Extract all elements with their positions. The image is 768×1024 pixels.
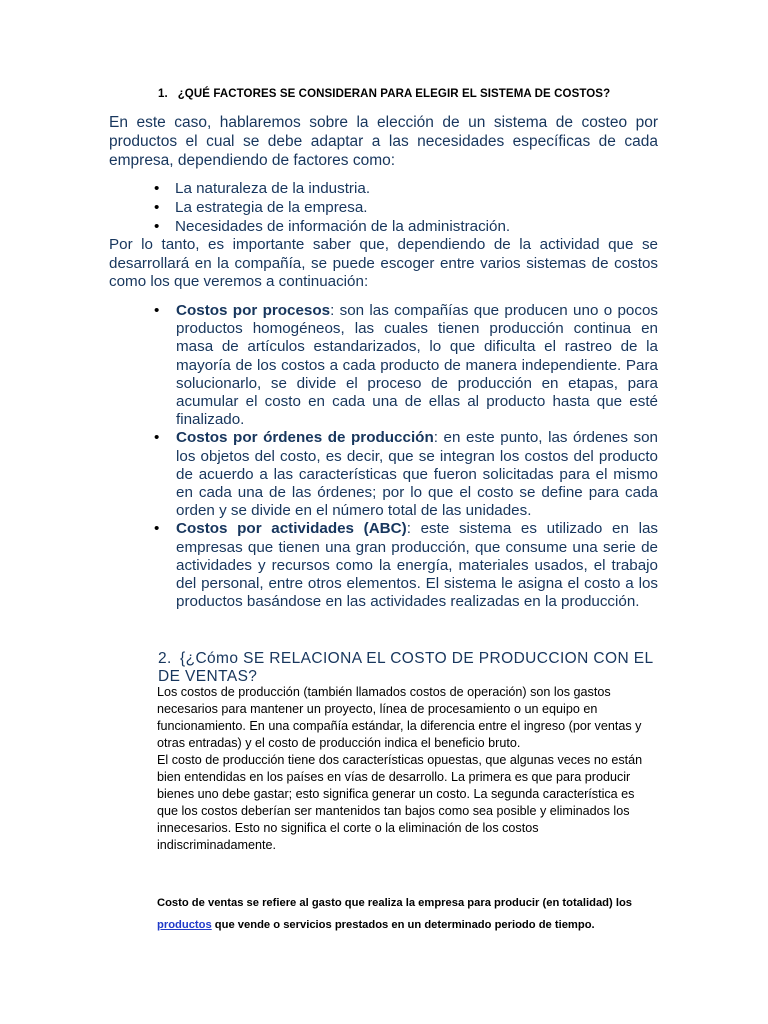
- section-1-number: 1.: [158, 88, 168, 100]
- cost-system-description: : este sistema es utilizado en las empresas que tienen una gran producción, que consume una serie de actividades y recursos como la energía, materiales usados, el trabajo del personal, entre otros elementos. El sistema le asigna el costo a los productos basándose en las actividades realizadas en la producción.: [176, 520, 658, 611]
- cost-system-term: Costos por actividades (ABC): [176, 520, 407, 538]
- cost-of-sales-paragraph: [157, 893, 657, 936]
- cost-of-sales-text-start: Costo de ventas se refiere al gasto que realiza la empresa para producir (en totalidad) los: [157, 897, 632, 909]
- cost-system-description: : son las compañías que producen uno o pocos productos homogéneos, las cuales tienen producción continua en masa de artículos estandarizados, lo que dificulta el rastreo de la mayoría de los costos a cada producto de manera independiente. Para solucionarlo, se divide el proceso de producción en etapas, para acumular el costo en cada una de ellas al producto hasta que esté finalizado.: [176, 302, 658, 429]
- section-2-title: {¿Cómo SE RELACIONA EL COSTO DE PRODUCCION CON EL DE VENTAS?: [158, 650, 653, 685]
- intro-paragraph: En este caso, hablaremos sobre la elección de un sistema de costeo por productos el cual se debe adaptar a las necesidades específicas de cada empresa, dependiendo de factores como:: [109, 114, 658, 169]
- section-1-heading: [158, 88, 610, 100]
- section-2-heading: [158, 650, 658, 685]
- factor-item: • Necesidades de información de la administración.: [154, 217, 510, 236]
- cost-system-item: [154, 429, 658, 520]
- production-cost-paragraph: Los costos de producción (también llamados costos de operación) son los gastos necesarios para mantener un proyecto, línea de procesamiento o un equipo en funcionamiento. En una compañía estándar, la diferencia entre el ingreso (por ventas y otras entradas) y el costo de producción indica el beneficio bruto.: [157, 685, 642, 750]
- cost-system-item: [154, 520, 658, 611]
- factors-list: [154, 179, 510, 236]
- production-cost-text: [157, 684, 647, 854]
- cost-system-term: Costos por órdenes de producción: [176, 429, 434, 447]
- cost-system-description: : en este punto, las órdenes son los objetos del costo, es decir, que se integran los costos del producto de acuerdo a las características que fueron solicitadas para el mismo en cada una de las órdenes; por lo que el costo se define para cada orden y se divide en el número total de las unidades.: [176, 429, 659, 520]
- cost-of-sales-text-end: que vende o servicios prestados en un determinado periodo de tiempo.: [211, 918, 595, 931]
- section-2-number: 2.: [158, 650, 172, 667]
- cost-system-item: [154, 302, 658, 429]
- cost-system-term: Costos por procesos: [176, 302, 331, 319]
- productos-link[interactable]: productos: [157, 918, 212, 931]
- production-cost-characteristics-paragraph: El costo de producción tiene dos características opuestas, que algunas veces no están bien entendidas en los países en vías de desarrollo. La primera es que para producir bienes uno debe gastar; esto significa generar un costo. La segunda característica es que los costos deberían ser mantenidos tan bajos como sea posible y eliminados los innecesarios. Esto no significa el corte o la eliminación de los costos indiscriminadamente.: [157, 753, 643, 852]
- transition-paragraph: Por lo tanto, es importante saber que, dependiendo de la actividad que se desarrollará en la compañía, se puede escoger entre varios sistemas de costos como los que veremos a continuación:: [109, 236, 658, 291]
- factor-item: • La naturaleza de la industria.: [154, 179, 510, 198]
- factor-item: • La estrategia de la empresa.: [154, 198, 510, 217]
- cost-systems-list: [154, 302, 658, 611]
- section-1-title: ¿QUÉ FACTORES SE CONSIDERAN PARA ELEGIR EL SISTEMA DE COSTOS?: [177, 88, 611, 100]
